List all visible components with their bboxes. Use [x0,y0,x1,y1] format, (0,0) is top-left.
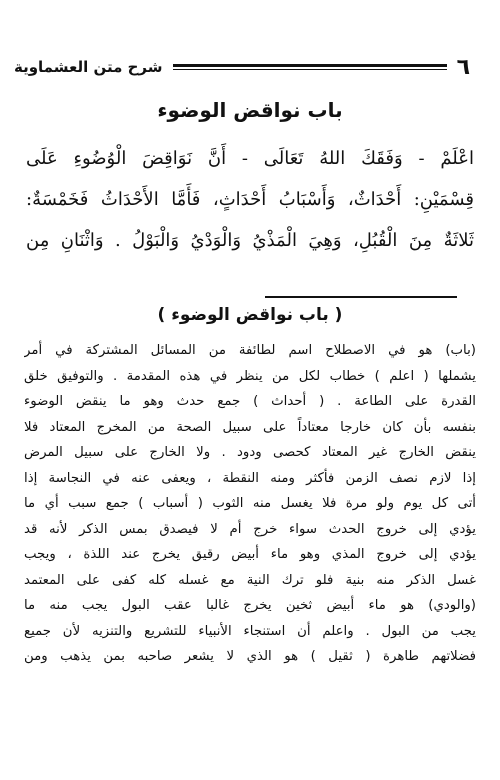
commentary-line: (والودي) هو ماء أبيض ثخين يخرج غالبا عقب البول يجب منه ما [24,598,476,613]
commentary-line: فضلاتهم طاهرة ( ثقيل ) هو الذي لا يشعر صاحبه بمن يذهب ومن [24,649,476,664]
commentary-line: يشملها ( اعلم ) خطاب لكل من ينظر في هذه المقدمة . والتوفيق خلق [24,368,476,384]
matn-text [26,138,474,261]
commentary-line: (باب) هو في الاصطلاح اسم لطائفة من المسائل المشتركة في أمر [24,343,476,358]
running-header [14,54,470,80]
commentary-line: يجب من البول . واعلم أن استنجاء الأنبياء للتشريع والتنزيه لأن جميع [24,623,476,639]
commentary-line: إذا لازم نصف الزمن فأكثر ومنه النقطة ، ويعفى عنه في النجاسة إذا [24,470,476,486]
commentary-heading: ( باب نواقض الوضوء ) [157,305,343,325]
page-number: ٦ [456,54,470,80]
commentary-line: يؤدي إلى خروج الحدث سواء خرج أم لا فيصدق بمس الذكر لأنه قد [24,521,476,537]
commentary-line: غسل الذكر منه بنية فلو ترك النية مع غسله كله كفى على المعتمد [24,572,476,588]
commentary-text [24,338,476,670]
section-separator [265,296,457,298]
matn-line: اعْلَمْ - وَفَقَكَ اللهُ تَعَالَى - أَنَّ نَوَاقِضَ الْوُضُوءِ عَلَى [26,148,474,169]
commentary-line: بنفسه بأن كان خارجا معتاداً على سبيل الصحة من المخرج المعتاد فلا [24,419,476,435]
matn-line: ثَلاثَةٌ مِنَ الْقُبُلِ، وَهِيَ الْمَذْيُ وَالْوَدْيُ وَالْبَوْلُ . وَاثْنَانِ مِن [26,230,474,251]
commentary-line: القدرة على الطاعة . ( أحداث ) جمع حدث وهو ما ينقض الوضوء [24,394,476,409]
chapter-heading: باب نواقض الوضوء [157,98,343,122]
commentary-line: ينقض الخارج غير المعتاد كحصى ودود . ولا الخارج على سبيل المرض [24,445,476,460]
commentary-line: أتى كل يوم ولو مرة فلا يغسل منه الثوب ( أسباب ) جمع سبب أي ما [24,496,476,511]
running-title: شرح متن العشماوية [14,58,163,76]
commentary-line: يؤدي إلى خروج المذي وهو ماء أبيض رقيق يخرج عند اللذة ، ويجب [24,547,476,562]
header-rule [173,64,447,70]
matn-line: قِسْمَيْنِ: أَحْدَاثٌ، وَأَسْبَابُ أَحْدَاثٍ، فَأَمَّا الأَحْدَاثُ فَخَمْسَةٌ: [26,189,474,210]
